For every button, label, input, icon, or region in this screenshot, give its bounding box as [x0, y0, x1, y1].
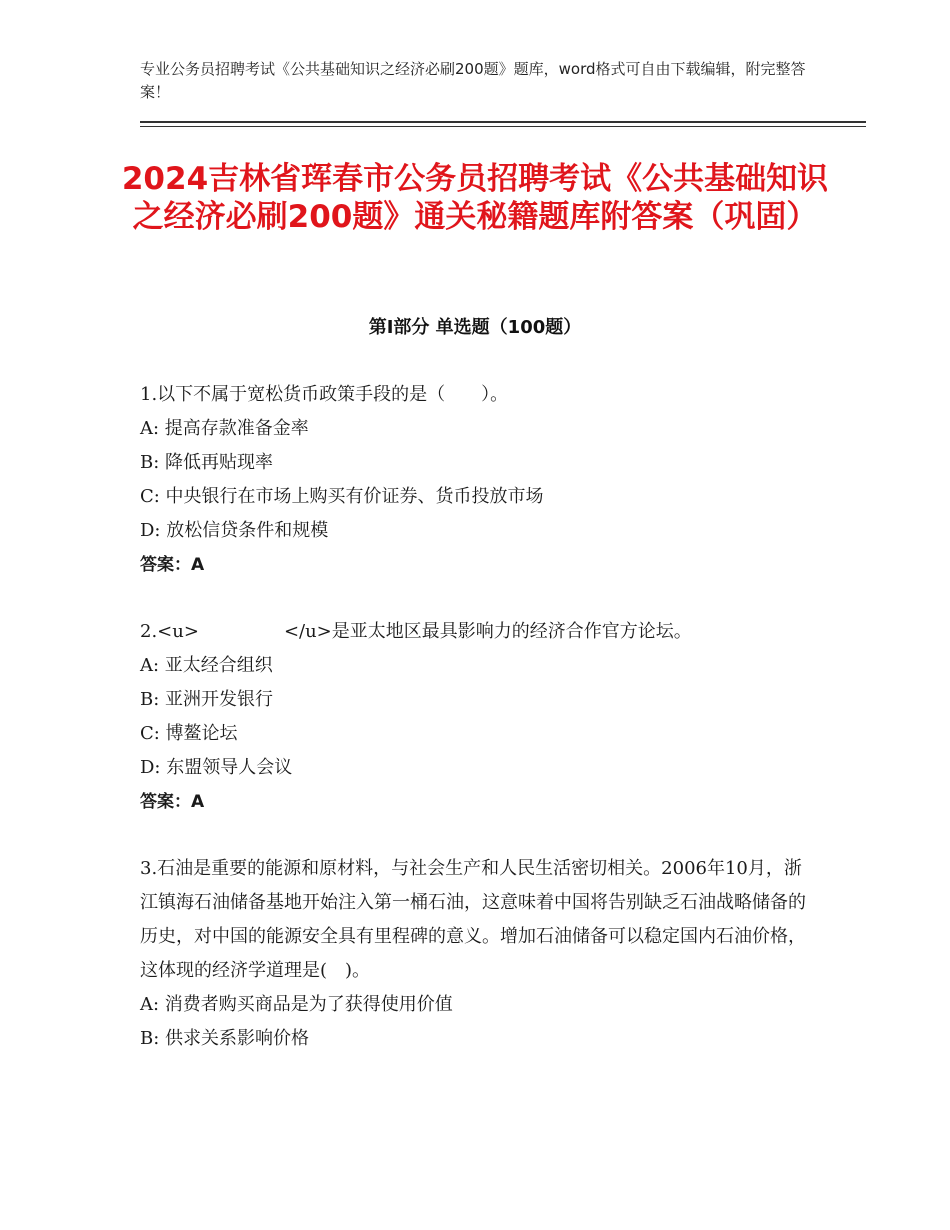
question-stem — [140, 615, 810, 649]
section-title: 第Ⅰ部分 单选题（100题） — [368, 317, 582, 338]
option-b: B: 降低再贴现率 — [140, 452, 274, 473]
answer-text: 答案：A — [140, 555, 205, 575]
option-c: C: 博鳌论坛 — [140, 723, 238, 744]
question-stem: 1.以下不属于宽松货币政策手段的是（ ）。 — [140, 384, 509, 405]
option-d: D: 放松信贷条件和规模 — [140, 520, 329, 541]
option-b: B: 供求关系影响价格 — [140, 1028, 310, 1049]
document-title: 2024吉林省珲春市公务员招聘考试《公共基础知识之经济必刷200题》通关秘籍题库附答案（巩固） — [121, 161, 829, 235]
question-3 — [140, 852, 810, 1056]
option-a: A: 消费者购买商品是为了获得使用价值 — [140, 994, 453, 1015]
question-stem-suffix: </u>是亚太地区最具影响力的经济合作官方论坛。 — [283, 621, 692, 642]
option-c: C: 中央银行在市场上购买有价证券、货币投放市场 — [140, 486, 544, 507]
answer-text: 答案：A — [140, 792, 205, 812]
option-a: A: 亚太经合组织 — [140, 655, 273, 676]
header-note: 专业公务员招聘考试《公共基础知识之经济必刷200题》题库，word格式可自由下载编辑，附完整答案！ — [140, 60, 806, 101]
option-b: B: 亚洲开发银行 — [140, 689, 274, 710]
question-list — [140, 378, 810, 1089]
option-d: D: 东盟领导人会议 — [140, 757, 293, 778]
question-stem-prefix: 2.<u> — [140, 621, 199, 642]
question-1 — [140, 378, 810, 582]
question-2 — [140, 615, 810, 819]
option-a: A: 提高存款准备金率 — [140, 418, 309, 439]
question-stem: 3.石油是重要的能源和原材料，与社会生产和人民生活密切相关。2006年10月，浙江镇海石油储备基地开始注入第一桶石油，这意味着中国将告别缺乏石油战略储备的历史，对中国的能源安全具有里程碑的意义。增加石油储备可以稳定国内石油价格，这体现的经济学道理是( )。 — [140, 858, 806, 981]
header-rule-thick — [140, 121, 866, 123]
header-rule-thin — [140, 126, 866, 127]
